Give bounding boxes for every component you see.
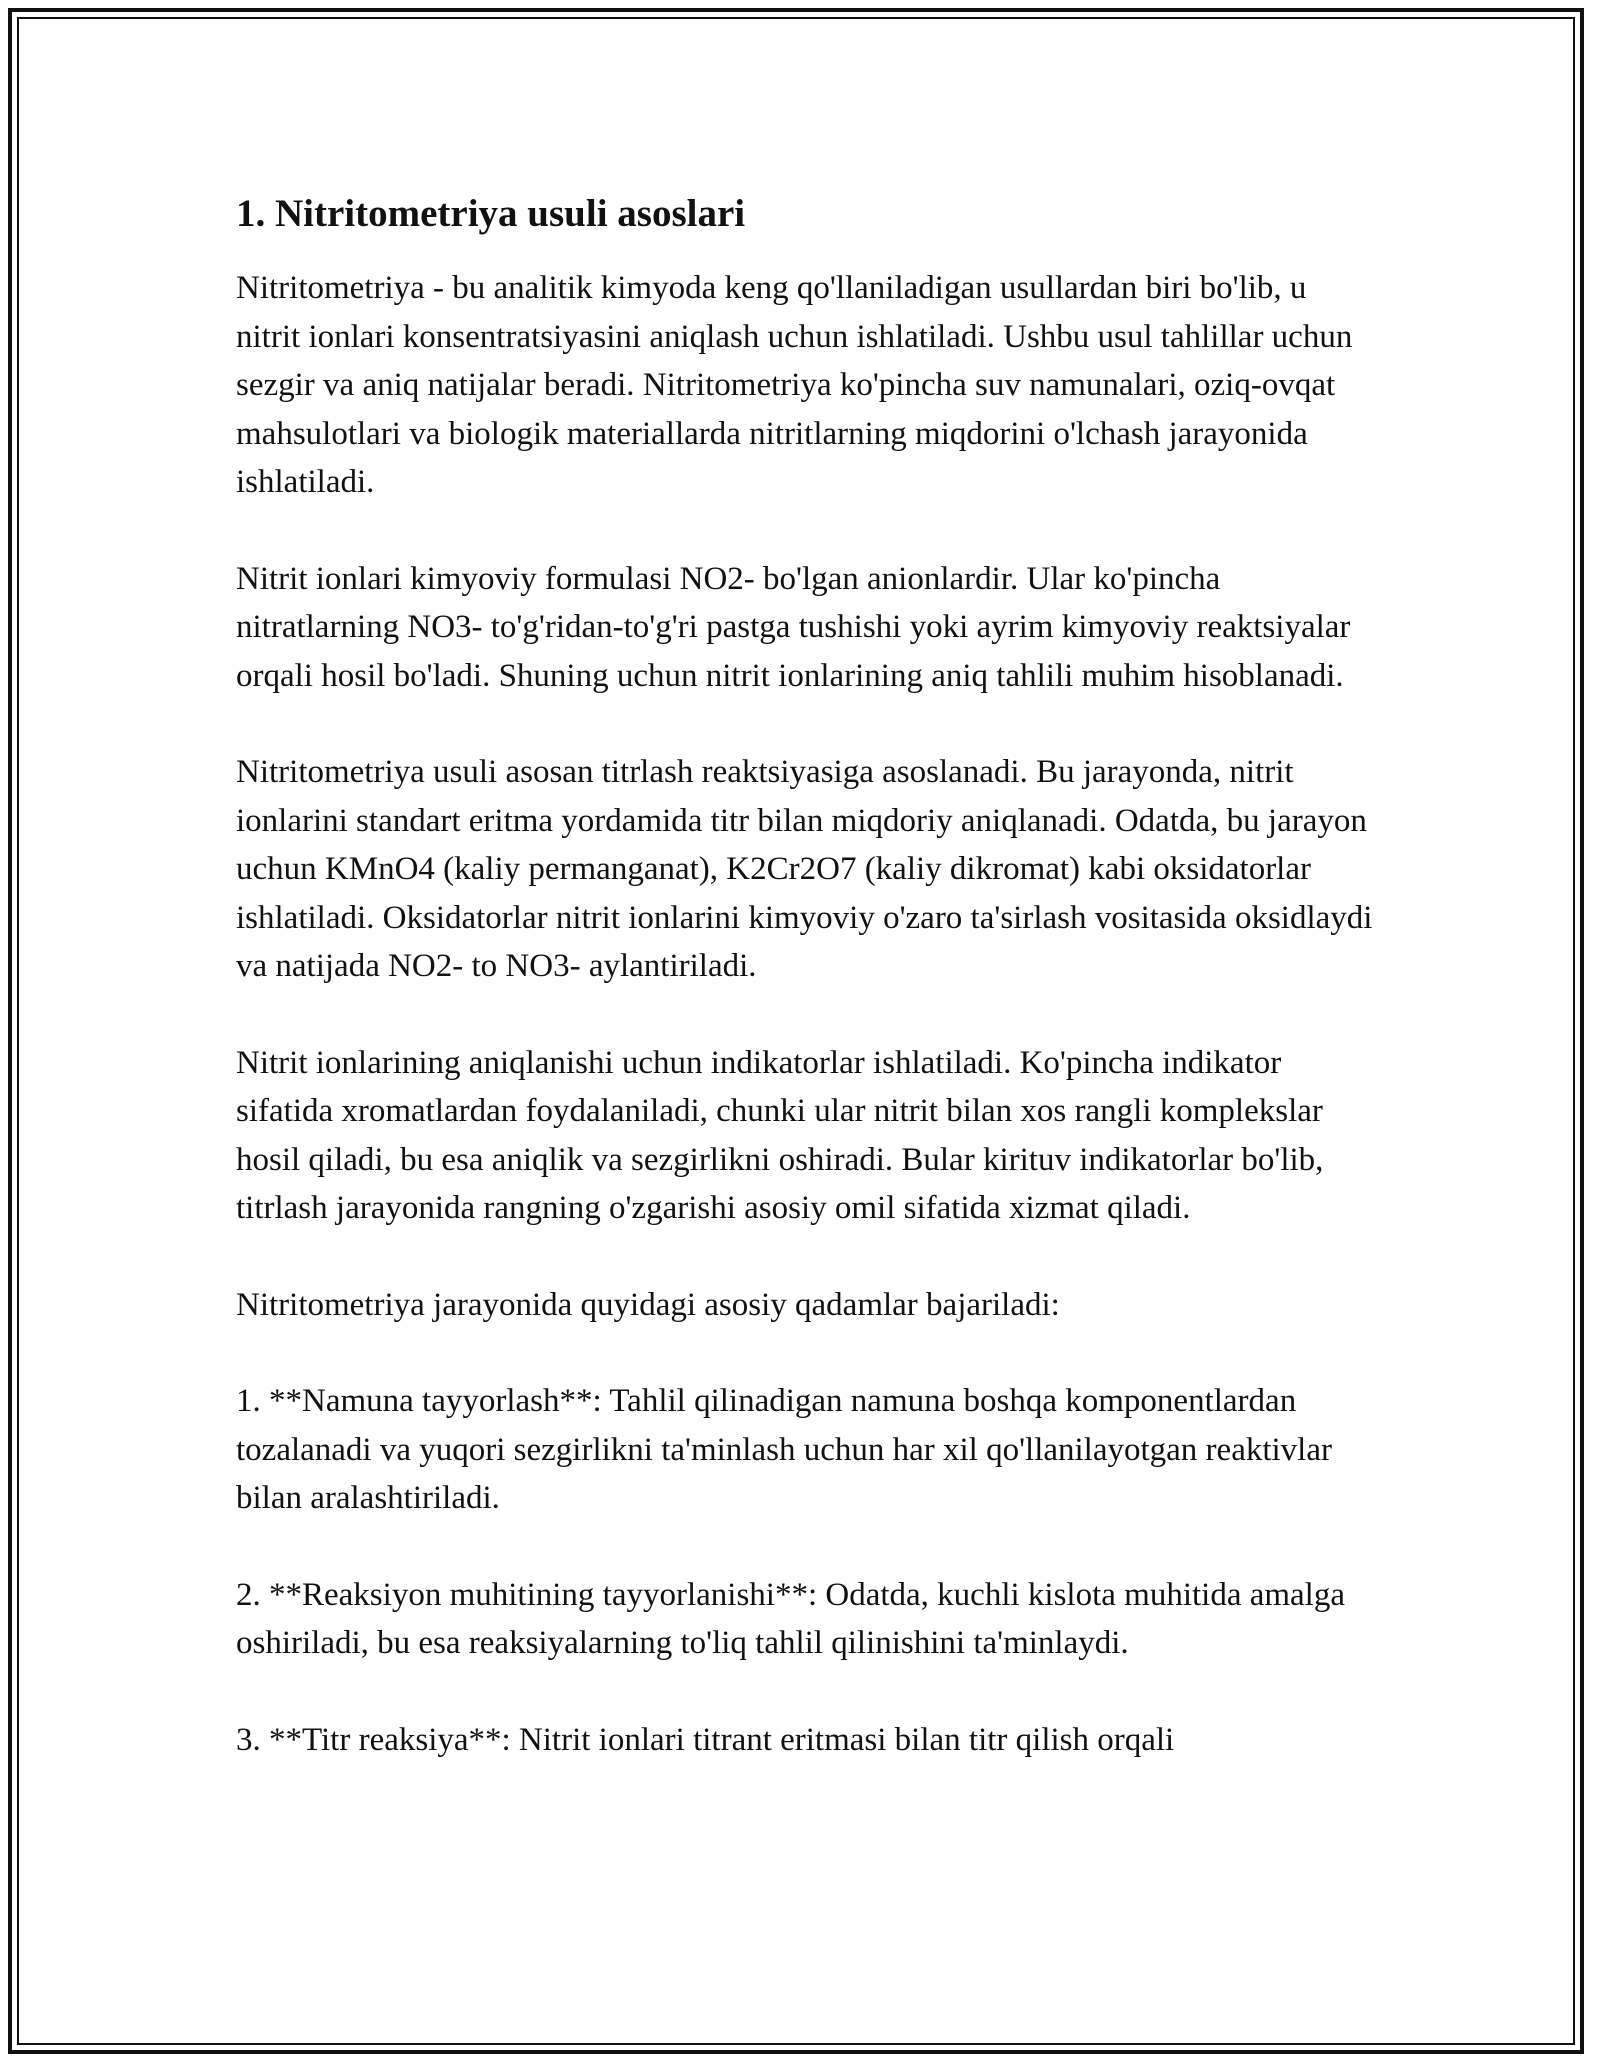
document-body [236, 190, 1376, 1812]
paragraph-steps-intro: Nitritometriya jarayonida quyidagi asosiy qadamlar bajariladi: [236, 1286, 1060, 1323]
paragraph-nitrite-ions: Nitrit ionlari kimyoviy formulasi NO2- bo'lgan anionlardir. Ular ko'pincha nitratlarning NO3- to'g'ridan-to'g'ri pastga tushishi yoki ayrim kimyoviy reaktsiyalar orqali hosil bo'ladi. Shuning uchun nitrit ionlarining aniq tahlili muhim hisoblanadi. [236, 560, 1351, 694]
list-item-step-2: 2. **Reaksiyon muhitining tayyorlanishi**: Odatda, kuchli kislota muhitida amalga oshiriladi, bu esa reaksiyalarning to'liq tahlil qilinishini ta'minlaydi. [236, 1576, 1345, 1661]
list-item-step-3: 3. **Titr reaksiya**: Nitrit ionlari titrant eritmasi bilan titr qilish orqali [236, 1721, 1175, 1758]
paragraph-indicators: Nitrit ionlarining aniqlanishi uchun indikatorlar ishlatiladi. Ko'pincha indikator sifatida xromatlardan foydalaniladi, chunki ular nitrit bilan xos rangli komplekslar hosil qiladi, bu esa aniqlik va sezgirlikni oshiradi. Bular kirituv indikatorlar bo'lib, titrlash jarayonida rangning o'zgarishi asosiy omil sifatida xizmat qiladi. [236, 1044, 1324, 1226]
paragraph-titration-basis: Nitritometriya usuli asosan titrlash reaktsiyasiga asoslanadi. Bu jarayonda, nitrit ionlarini standart eritma yordamida titr bilan miqdoriy aniqlanadi. Odatda, bu jarayon uchun KMnO4 (kaliy permanganat), K2Cr2O7 (kaliy dikromat) kabi oksidatorlar ishlatiladi. Oksidatorlar nitrit ionlarini kimyoviy o'zaro ta'sirlash vositasida oksidlaydi va natijada NO2- to NO3- aylantiriladi. [236, 754, 1373, 984]
paragraph-intro: Nitritometriya - bu analitik kimyoda keng qo'llaniladigan usullardan biri bo'lib, u nitrit ionlari konsentratsiyasini aniqlash uchun ishlatiladi. Ushbu usul tahlillar uchun sezgir va aniq natijalar beradi. Nitritometriya ko'pincha suv namunalari, oziq-ovqat mahsulotlari va biologik materiallarda nitritlarning miqdorini o'lchash jarayonida ishlatiladi. [236, 270, 1353, 500]
list-item-step-1: 1. **Namuna tayyorlash**: Tahlil qilinadigan namuna boshqa komponentlardan tozalanadi va yuqori sezgirlikni ta'minlash uchun har xil qo'llanilayotgan reaktivlar bilan aralashtiriladi. [236, 1383, 1332, 1516]
section-heading: 1. Nitritometriya usuli asoslari [236, 192, 746, 235]
